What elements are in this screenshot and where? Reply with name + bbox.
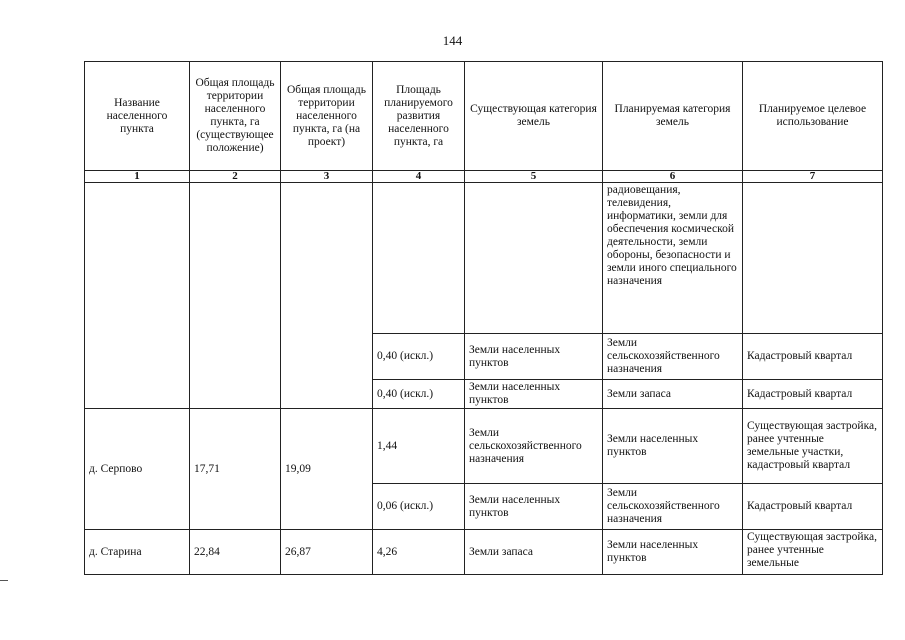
area-existing-cell: 22,84 [190, 530, 281, 575]
column-number: 4 [373, 171, 465, 183]
header-planned-use: Планируемое целевое использование [743, 62, 883, 171]
planned-category-cell: Земли сельскохозяйственного назначения [603, 334, 743, 380]
existing-category-cell [465, 183, 603, 334]
planned-use-cell: Кадастровый квартал [743, 334, 883, 380]
land-category-table [84, 61, 883, 575]
header-planned-category: Планируемая категория земель [603, 62, 743, 171]
planned-use-cell: Кадастровый квартал [743, 380, 883, 409]
settlement-cell [85, 183, 190, 409]
table-row [85, 409, 883, 484]
column-number: 6 [603, 171, 743, 183]
area-project-cell: 19,09 [281, 409, 373, 530]
table-row [85, 183, 883, 334]
header-existing-category: Существующая категория земель [465, 62, 603, 171]
header-area-existing: Общая площадь территории населенного пункта, га (существующее положение) [190, 62, 281, 171]
planned-use-cell: Существующая застройка, ранее учтенные земельные [743, 530, 883, 575]
planned-use-cell [743, 183, 883, 334]
planned-area-cell: 0,06 (искл.) [373, 484, 465, 530]
column-number: 1 [85, 171, 190, 183]
column-number: 5 [465, 171, 603, 183]
table-header-row [85, 62, 883, 171]
planned-category-cell: Земли сельскохозяйственного назначения [603, 484, 743, 530]
column-number: 2 [190, 171, 281, 183]
area-existing-cell [190, 183, 281, 409]
planned-area-cell [373, 183, 465, 334]
existing-category-cell: Земли населенных пунктов [465, 380, 603, 409]
column-number: 3 [281, 171, 373, 183]
planned-category-cell: Земли населенных пунктов [603, 409, 743, 484]
planned-area-cell: 1,44 [373, 409, 465, 484]
table-row [85, 530, 883, 575]
planned-category-cell: радиовещания, телевидения, информатики, земли для обеспечения космической деятельности, земли обороны, безопасности и земли иного специального назначения [603, 183, 743, 334]
planned-use-cell: Существующая застройка, ранее учтенные земельные участки, кадастровый квартал [743, 409, 883, 484]
existing-category-cell: Земли населенных пунктов [465, 334, 603, 380]
planned-area-cell: 4,26 [373, 530, 465, 575]
existing-category-cell: Земли сельскохозяйственного назначения [465, 409, 603, 484]
existing-category-cell: Земли населенных пунктов [465, 484, 603, 530]
area-project-cell [281, 183, 373, 409]
settlement-name-cell: д. Серпово [85, 409, 190, 530]
column-number: 7 [743, 171, 883, 183]
planned-area-cell: 0,40 (искл.) [373, 380, 465, 409]
existing-category-cell: Земли запаса [465, 530, 603, 575]
planned-use-cell: Кадастровый квартал [743, 484, 883, 530]
planned-area-cell: 0,40 (искл.) [373, 334, 465, 380]
column-number-row [85, 171, 883, 183]
header-area-project: Общая площадь территории населенного пункта, га (на проект) [281, 62, 373, 171]
planned-category-cell: Земли населенных пунктов [603, 530, 743, 575]
margin-mark [0, 580, 8, 581]
header-planned-development-area: Площадь планируемого развития населенного пункта, га [373, 62, 465, 171]
header-settlement-name: Название населенного пункта [85, 62, 190, 171]
planned-category-cell: Земли запаса [603, 380, 743, 409]
area-existing-cell: 17,71 [190, 409, 281, 530]
area-project-cell: 26,87 [281, 530, 373, 575]
settlement-name-cell: д. Старина [85, 530, 190, 575]
page-number: 144 [442, 33, 463, 48]
